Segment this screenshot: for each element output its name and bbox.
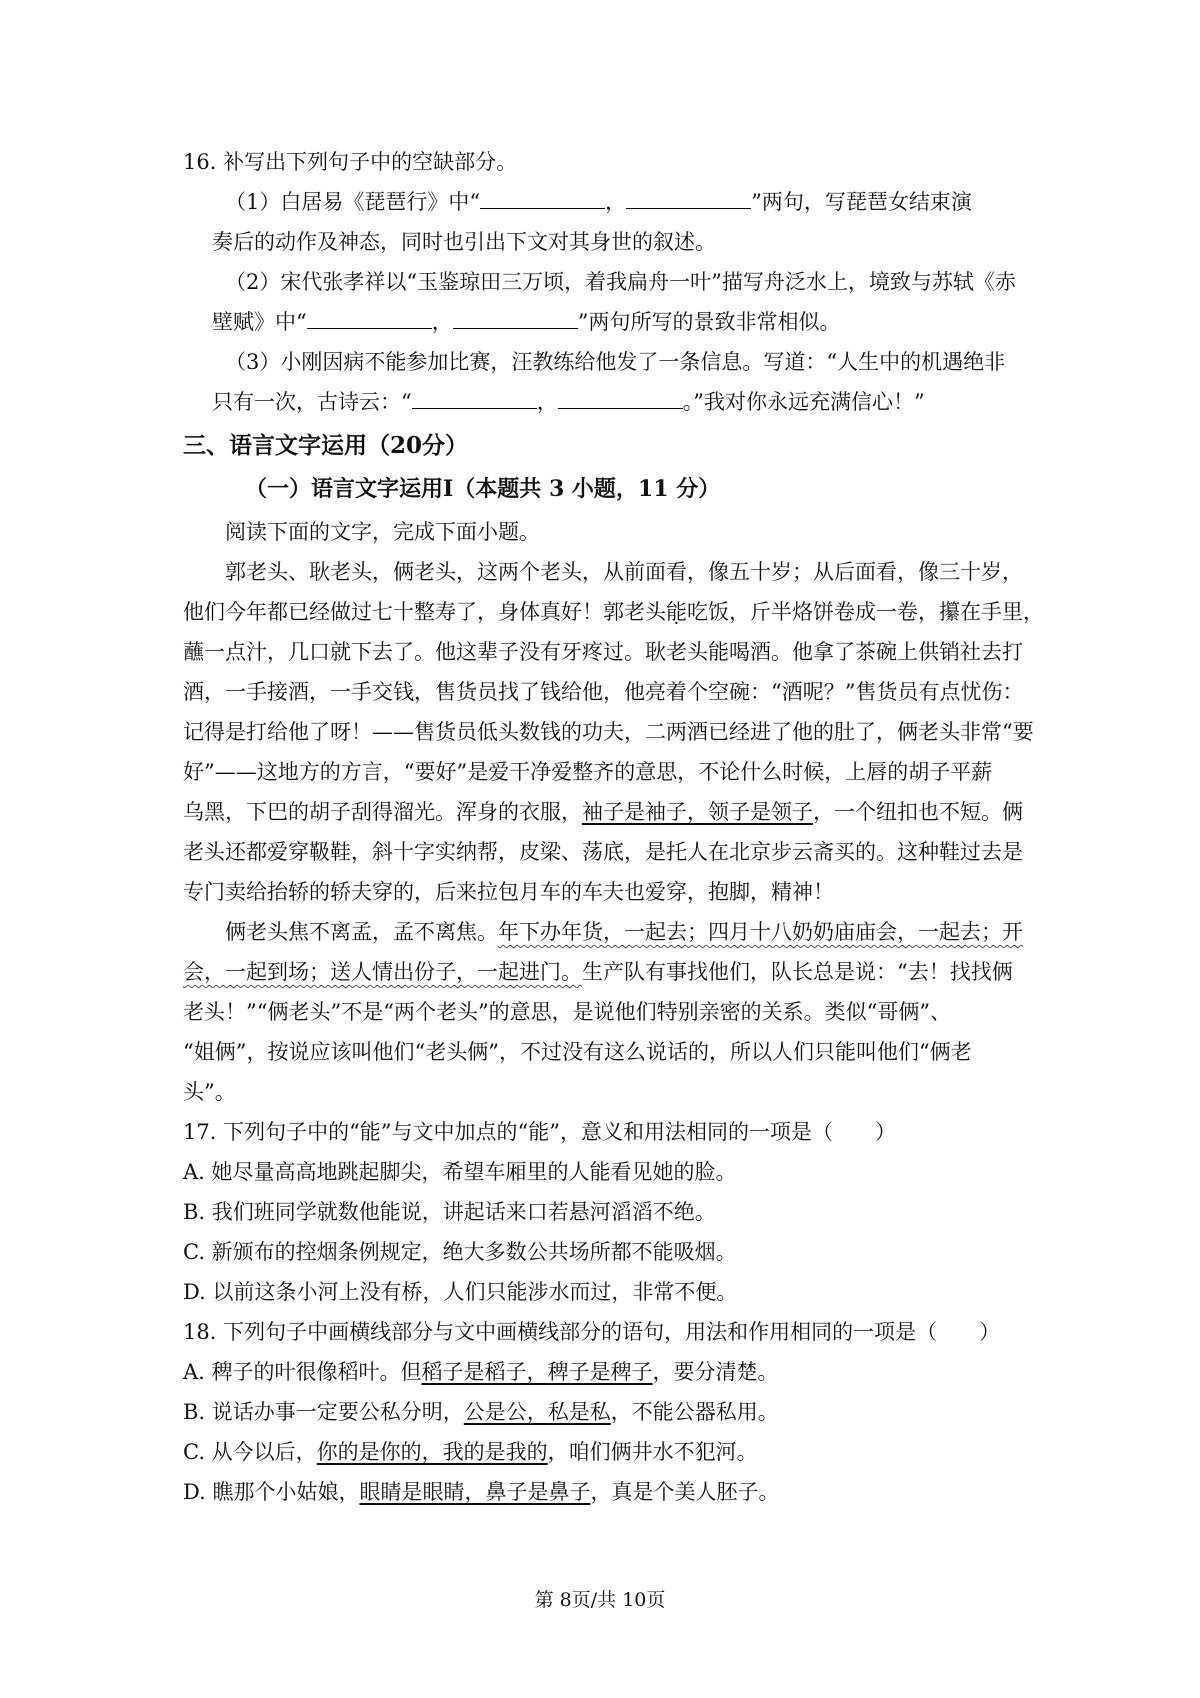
passage-line: 好”——这地方的方言，“要好”是爱干净爱整齐的意思，不论什么时候，上唇的胡子平薪 (183, 760, 993, 784)
q18-stem: 18. 下列句子中画横线部分与文中画横线部分的语句，用法和作用相同的一项是（ ） (183, 1320, 1001, 1344)
q18-option-c[interactable]: C. 从今以后，你的是你的，我的是我的，咱们俩井水不犯河。 (183, 1440, 758, 1464)
passage-line: 老头还都爱穿靸鞋，斜十字实纳帮，皮梁、荡底，是托人在北京步云斋买的。这种鞋过去是 (183, 840, 1023, 864)
underlined-phrase: 袖子是袖子，领子是领子 (582, 800, 813, 824)
q16-part2: （2）宋代张孝祥以“玉鉴琼田三万顷，着我扁舟一叶”描写舟泛水上，境致与苏轼《赤 (225, 270, 1016, 294)
reading-instruction: 阅读下面的文字，完成下面小题。 (225, 520, 540, 544)
passage-line: 乌黑，下巴的胡子刮得溜光。浑身的衣服，袖子是袖子，领子是领子，一个纽扣也不短。俩 (183, 800, 1023, 824)
q17-stem: 17. 下列句子中的“能”与文中加点的“能”，意义和用法相同的一项是（ ） (183, 1120, 897, 1144)
passage-line: 蘸一点汁，几口就下去了。他这辈子没有牙疼过。耿老头能喝酒。他拿了茶碗上供销社去打 (183, 640, 1023, 664)
answer-blank[interactable] (307, 308, 432, 329)
passage-line: 老头！”“俩老头”不是“两个老头”的意思，是说他们特别亲密的关系。类似“哥俩”、 (183, 1000, 952, 1024)
q16-part2-cont: 壁赋》中“ ， ”两句所写的景致非常相似。 (212, 310, 841, 334)
wavy-underlined-phrase: 会，一起到场；送人情出份子，一起进门。 (183, 960, 582, 984)
passage-line: 酒，一手接酒，一手交钱，售货员找了钱给他，他亮着个空碗：“酒呢？”售货员有点忧伤： (183, 680, 1024, 704)
underlined-phrase: 公是公，私是私 (463, 1400, 611, 1424)
q16-part1: （1）白居易《琵琶行》中“ ， ”两句，写琵琶女结束演 (225, 190, 972, 214)
q17-option-b[interactable]: B. 我们班同学就数他能说，讲起话来口若悬河滔滔不绝。 (183, 1200, 716, 1224)
q17-option-d[interactable]: D. 以前这条小河上没有桥，人们只能涉水而过，非常不便。 (183, 1280, 738, 1304)
passage-line: 专门卖给抬轿的轿夫穿的，后来拉包月车的车夫也爱穿，抱脚，精神！ (183, 880, 834, 904)
answer-blank[interactable] (480, 188, 605, 209)
answer-blank[interactable] (558, 388, 683, 409)
underlined-phrase: 你的是你的，我的是我的 (316, 1440, 548, 1464)
q18-option-a[interactable]: A. 稗子的叶很像稻叶。但稻子是稻子，稗子是稗子，要分清楚。 (183, 1360, 779, 1384)
q16-part3-cont: 只有一次，古诗云：“ ， 。”我对你永远充满信心！” (212, 390, 925, 414)
wavy-underlined-phrase: 年下办年货，一起去；四月十八奶奶庙庙会，一起去；开 (498, 920, 1023, 944)
answer-blank[interactable] (453, 308, 578, 329)
q16-part1-cont: 奏后的动作及神态，同时也引出下文对其身世的叙述。 (212, 230, 716, 254)
page-number: 第 8页/共 10页 (534, 1589, 666, 1611)
answer-blank[interactable] (626, 188, 751, 209)
passage-line: “姐俩”，按说应该叫他们“老头俩”，不过没有这么说话的，所以人们只能叫他们“俩老 (183, 1040, 972, 1064)
dotted-character: 能 (666, 600, 687, 624)
passage-line: 俩老头焦不离孟，孟不离焦。年下办年货，一起去；四月十八奶奶庙庙会，一起去；开 (225, 920, 1023, 944)
underlined-phrase: 稻子是稻子，稗子是稗子 (421, 1360, 653, 1384)
passage-line: 郭老头、耿老头，俩老头，这两个老头，从前面看，像五十岁；从后面看，像三十岁， (225, 560, 1023, 584)
q18-option-d[interactable]: D. 瞧那个小姑娘，眼睛是眼睛，鼻子是鼻子，真是个美人胚子。 (183, 1480, 780, 1504)
q16-part3: （3）小刚因病不能参加比赛，汪教练给他发了一条信息。写道：“人生中的机遇绝非 (225, 350, 1006, 374)
underlined-phrase: 眼睛是眼睛，鼻子是鼻子 (359, 1480, 591, 1504)
subsection-title: （一）语言文字运用Ⅰ（本题共 3 小题，11 分） (245, 476, 721, 502)
q16-stem: 16. 补写出下列句子中的空缺部分。 (183, 150, 518, 174)
passage-line: 他们今年都已经做过七十整寿了，身体真好！郭老头能吃饭，斤半烙饼卷成一卷，攥在手里， (183, 600, 1044, 624)
passage-line: 头”。 (183, 1080, 236, 1104)
passage-line: 会，一起到场；送人情出份子，一起进门。生产队有事找他们，队长总是说：“去！找找俩 (183, 960, 1013, 984)
q18-option-b[interactable]: B. 说话办事一定要公私分明，公是公，私是私，不能公器私用。 (183, 1400, 779, 1424)
passage-line: 记得是打给他了呀！——售货员低头数钱的功夫，二两酒已经进了他的肚了，俩老头非常“要 (183, 720, 1034, 744)
q17-option-c[interactable]: C. 新颁布的控烟条例规定，绝大多数公共场所都不能吸烟。 (183, 1240, 737, 1264)
answer-blank[interactable] (412, 388, 537, 409)
section-title: 三、语言文字运用（20分） (183, 432, 469, 459)
q17-option-a[interactable]: A. 她尽量高高地跳起脚尖，希望车厢里的人能看见她的脸。 (183, 1160, 737, 1184)
